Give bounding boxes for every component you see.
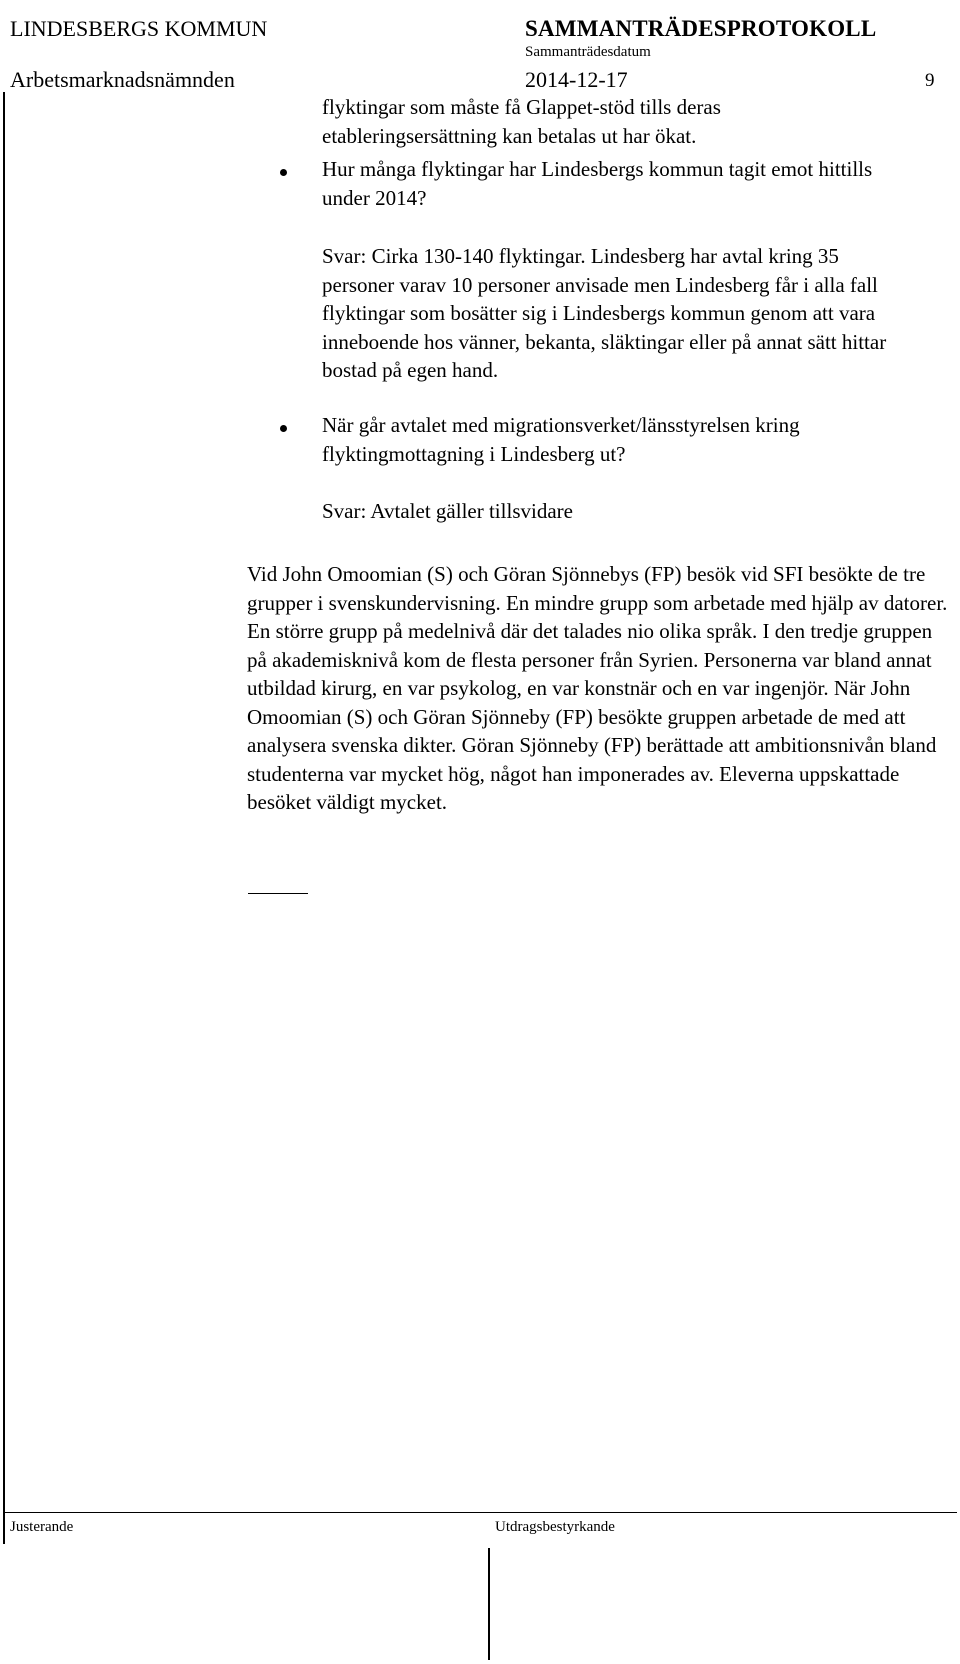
municipality-name: LINDESBERGS KOMMUN: [10, 16, 268, 41]
answer-2: Svar: Avtalet gäller tillsvidare: [322, 499, 573, 523]
page-number: 9: [925, 70, 935, 91]
justerande-label: Justerande: [10, 1519, 74, 1535]
bullet-marker: [280, 425, 287, 432]
sfi-visit-paragraph: Vid John Omoomian (S) och Göran Sjönnebys (FP) besök vid SFI besökte de tre grupper i svenskundervisning. En mindre grupp som arbetade med hjälp av datorer. En större grupp på medelnivå där det talades nio olika språk. I den tredje gruppen på akademisknivå kom de flesta personer från Syrien. Personerna var bland annat utbildad kirurg, en var psykolog, en var konstnär och en var ingenjör. När John Omoomian (S) och Göran Sjönneby (FP) besökte gruppen arbetade de med att analysera svenska dikter. Göran Sjönneby (FP) berättade att ambitionsnivån bland studenterna var mycket hög, något han imponerades av. Eleverna uppskattade besöket väldigt mycket.: [247, 562, 948, 814]
document-type: SAMMANTRÄDESPROTOKOLL: [525, 16, 877, 41]
signature-divider: [488, 1548, 490, 1660]
left-margin-rule: [3, 92, 5, 1544]
committee-name: Arbetsmarknadsnämnden: [10, 67, 235, 92]
utdragsbestyrkande-label: Utdragsbestyrkande: [495, 1519, 615, 1535]
question-2: När går avtalet med migrationsverket/länsstyrelsen kring flyktingmottagning i Lindesberg ut?: [322, 413, 800, 466]
bullet-marker: [280, 169, 287, 176]
continuation-text: flyktingar som måste få Glappet-stöd tills deras etableringsersättning kan betalas ut har ökat.: [322, 95, 721, 148]
meeting-date: 2014-12-17: [525, 67, 628, 92]
date-label: Sammanträdesdatum: [525, 44, 651, 60]
end-rule: [248, 893, 308, 894]
answer-1: Svar: Cirka 130-140 flyktingar. Lindesberg har avtal kring 35 personer varav 10 personer anvisade men Lindesberg får i alla fall flyktingar som bosätter sig i Lindesbergs kommun genom att vara inneboende hos vänner, bekanta, släktingar eller på annat sätt hittar bostad på egen hand.: [322, 244, 887, 382]
footer-rule: [3, 1512, 957, 1513]
question-1: Hur många flyktingar har Lindesbergs kommun tagit emot hittills under 2014?: [322, 157, 873, 210]
